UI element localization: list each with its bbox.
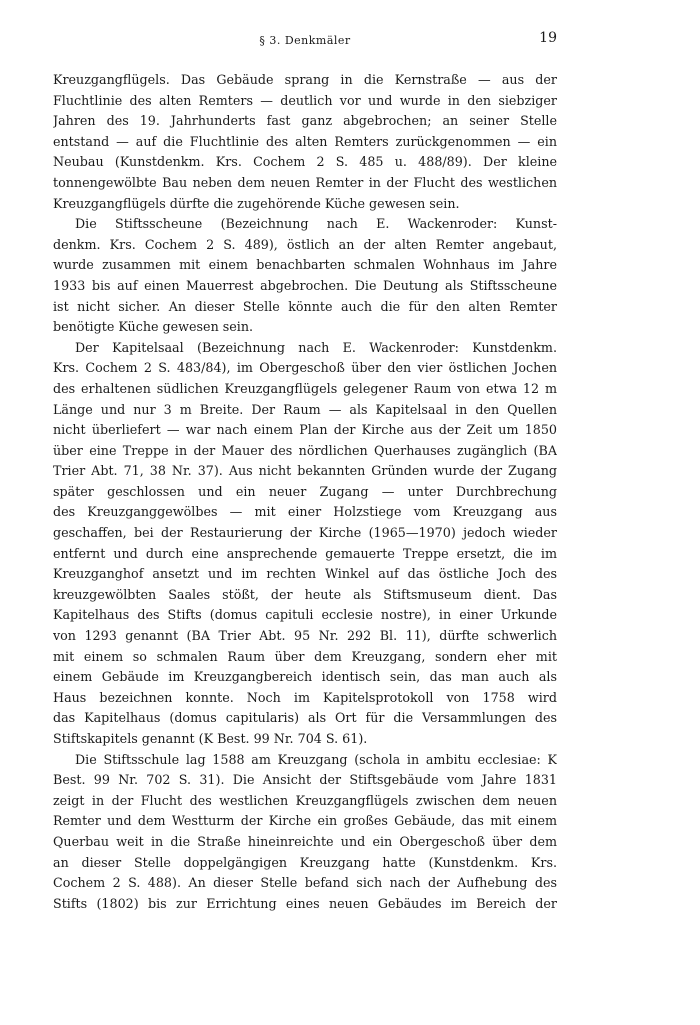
text-line: Neubau (Kunstdenkm. Krs. Cochem 2 S. 485 u. 488/89). Der kleine [53, 154, 557, 170]
text-line: Haus bezeichnen konnte. Noch im Kapitelsprotokoll von 1758 wird [53, 689, 557, 705]
text-line: einem Gebäude im Kreuzgangbereich identisch sein, das man auch als [53, 669, 557, 685]
text-line: 1933 bis auf einen Mauerrest abgebrochen. Die Deutung als Stiftsscheune [53, 277, 557, 293]
text-line: entfernt und durch eine ansprechende gemauerte Treppe ersetzt, die im [53, 545, 557, 561]
text-line: des erhaltenen südlichen Kreuzgangflügels gelegener Raum von etwa 12 m [53, 380, 557, 396]
running-header [53, 28, 557, 54]
text-line: kreuzgewölbten Saales stößt, der heute als Stiftsmuseum dient. Das [53, 586, 557, 602]
text-line: Fluchtlinie des alten Remters — deutlich vor und wurde in den siebziger [53, 92, 557, 108]
text-line: später geschlossen und ein neuer Zugang — unter Durchbrechung [53, 483, 557, 499]
page-number: 19 [539, 30, 557, 46]
text-line: von 1293 genannt (BA Trier Abt. 95 Nr. 292 Bl. 11), dürfte schwerlich [53, 628, 557, 644]
text-line: das Kapitelhaus (domus capitularis) als Ort für die Versammlungen des [53, 710, 557, 726]
text-line: denkm. Krs. Cochem 2 S. 489), östlich an der alten Remter angebaut, [53, 236, 557, 252]
text-line: über eine Treppe in der Mauer des nördlichen Querhauses zugänglich (BA [53, 442, 557, 458]
text-line: Krs. Cochem 2 S. 483/84), im Obergeschoß über den vier östlichen Jochen [53, 360, 557, 376]
text-line: mit einem so schmalen Raum über dem Kreuzgang, sondern eher mit [53, 648, 557, 664]
section-title: § 3. Denkmäler [259, 34, 351, 47]
text-line: Kapitelhaus des Stifts (domus capituli ecclesie nostre), in einer Urkunde [53, 607, 557, 623]
text-line: benötigte Küche gewesen sein. [53, 319, 254, 335]
text-line: geschaffen, bei der Restaurierung der Kirche (1965—1970) jedoch wieder [53, 525, 557, 541]
text-line: zeigt in der Flucht des westlichen Kreuzgangflügels zwischen dem neuen [53, 792, 557, 808]
text-line: tonnengewölbte Bau neben dem neuen Remter in der Flucht des westlichen [53, 174, 557, 190]
text-line: Cochem 2 S. 488). An dieser Stelle befand sich nach der Aufhebung des [53, 875, 557, 891]
text-line: nicht überliefert — war nach einem Plan der Kirche aus der Zeit um 1850 [53, 422, 557, 438]
text-line: Länge und nur 3 m Breite. Der Raum — als Kapitelsaal in den Quellen [53, 401, 557, 417]
text-line: an dieser Stelle doppelgängigen Kreuzgang hatte (Kunstdenkm. Krs. [53, 854, 557, 870]
text-line: Stifts (1802) bis zur Errichtung eines neuen Gebäudes im Bereich der [53, 895, 557, 911]
text-line: wurde zusammen mit einem benachbarten schmalen Wohnhaus im Jahre [53, 257, 557, 273]
text-line: Kreuzganghof ansetzt und im rechten Winkel auf das östliche Joch des [53, 566, 557, 582]
text-line: Querbau weit in die Straße hineinreichte und ein Obergeschoß über dem [53, 833, 557, 849]
text-line: Jahren des 19. Jahrhunderts fast ganz abgebrochen; an seiner Stelle [53, 113, 557, 129]
text-line: entstand — auf die Fluchtlinie des alten Remters zurückgenommen — ein [53, 133, 557, 149]
text-line: Stiftskapitels genannt (K Best. 99 Nr. 704 S. 61). [53, 731, 368, 746]
text-line: Der Kapitelsaal (Bezeichnung nach E. Wackenroder: Kunstdenkm. [75, 339, 557, 355]
body-text [53, 70, 557, 914]
text-line: Remter und dem Westturm der Kirche ein großes Gebäude, das mit einem [53, 813, 557, 829]
text-line: Die Stiftsscheune (Bezeichnung nach E. Wackenroder: Kunst- [75, 216, 557, 232]
text-line: Trier Abt. 71, 38 Nr. 37). Aus nicht bekannten Gründen wurde der Zugang [53, 463, 557, 479]
text-line: Kreuzgangflügels dürfte die zugehörende Küche gewesen sein. [53, 195, 460, 211]
document-page [53, 28, 557, 914]
text-line: Best. 99 Nr. 702 S. 31). Die Ansicht der Stiftsgebäude vom Jahre 1831 [53, 772, 557, 788]
text-line: ist nicht sicher. An dieser Stelle könnte auch die für den alten Remter [53, 298, 557, 314]
text-line: Die Stiftsschule lag 1588 am Kreuzgang (schola in ambitu ecclesiae: K [75, 751, 557, 767]
text-line: des Kreuzganggewölbes — mit einer Holzstiege vom Kreuzgang aus [53, 504, 557, 520]
text-line: Kreuzgangflügels. Das Gebäude sprang in die Kernstraße — aus der [53, 72, 557, 87]
